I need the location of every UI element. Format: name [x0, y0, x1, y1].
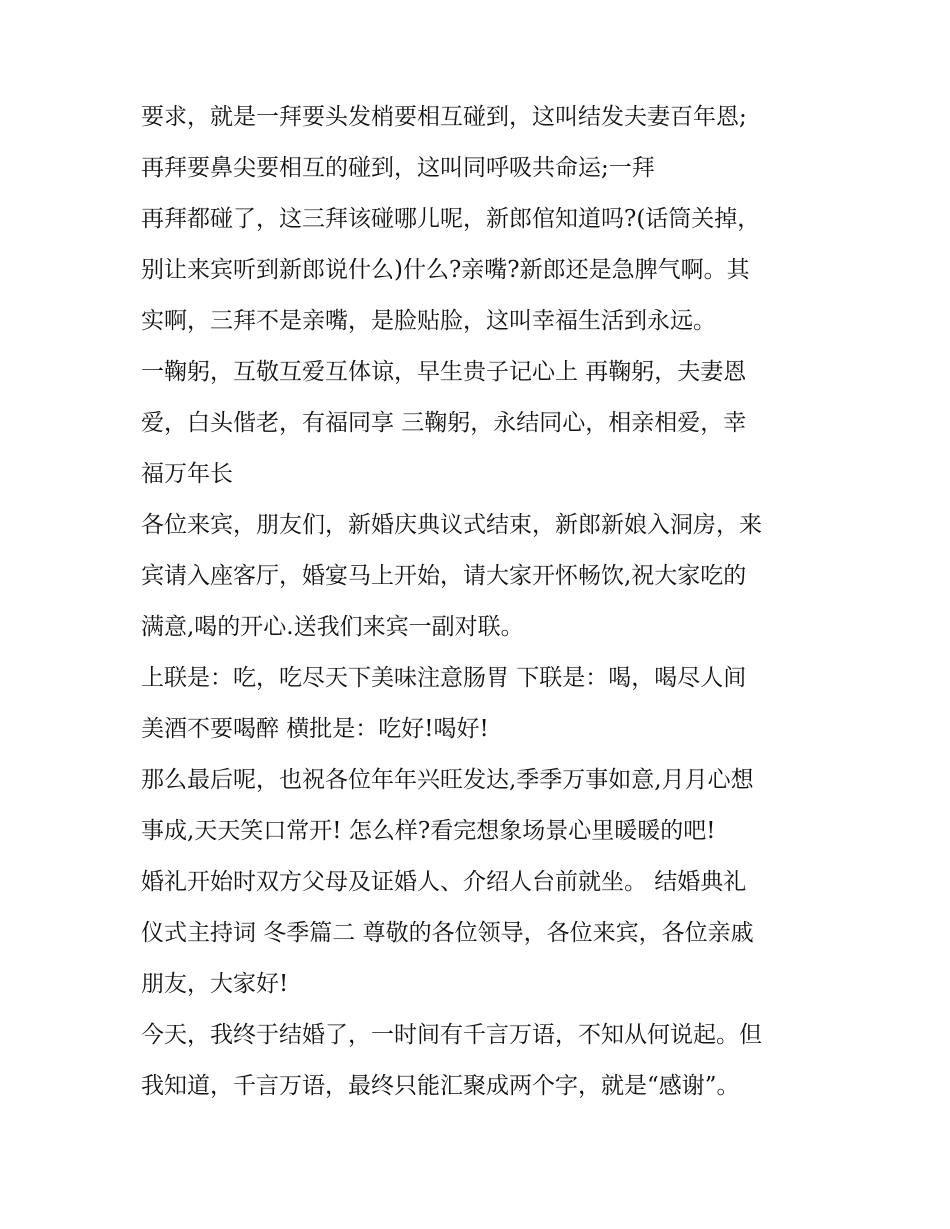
- text-line: 一鞠躬，互敬互爱互体谅，早生贵子记心上 再鞠躬，夫妻恩: [141, 359, 747, 385]
- text-line: 婚礼开始时双方父母及证婚人、介绍人台前就坐。 结婚典礼: [141, 869, 747, 895]
- text-line: 朋友，大家好!: [141, 971, 289, 997]
- document-body: [141, 92, 821, 1112]
- text-line: 上联是：吃，吃尽天下美味注意肠胃 下联是：喝，喝尽人间: [141, 665, 747, 691]
- text-line: 今天，我终于结婚了，一时间有千言万语，不知从何说起。但: [141, 1022, 762, 1048]
- text-line: 仪式主持词 冬季篇二 尊敬的各位领导，各位来宾，各位亲戚: [141, 920, 754, 946]
- text-line: 再拜都碰了，这三拜该碰哪儿呢，新郎倌知道吗?(话筒关掉，: [141, 206, 761, 232]
- text-line: 别让来宾听到新郎说什么)什么?亲嘴?新郎还是急脾气啊。其: [141, 257, 750, 283]
- text-line: 实啊，三拜不是亲嘴，是脸贴脸，这叫幸福生活到永远。: [141, 308, 716, 334]
- text-line: 各位来宾，朋友们，新婚庆典议式结束，新郎新娘入洞房，来: [141, 512, 762, 538]
- text-line: 那么最后呢，也祝各位年年兴旺发达,季季万事如意,月月心想: [141, 767, 754, 793]
- text-line: 要求，就是一拜要头发梢要相互碰到，这叫结发夫妻百年恩;: [141, 104, 747, 130]
- text-line: 宾请入座客厅，婚宴马上开始，请大家开怀畅饮,祝大家吃的: [141, 563, 747, 589]
- text-line: 再拜要鼻尖要相互的碰到，这叫同呼吸共命运;一拜: [141, 155, 655, 181]
- text-line: 事成,天天笑口常开! 怎么样?看完想象场景心里暖暖的吧!: [141, 818, 716, 844]
- text-line: 满意,喝的开心.送我们来宾一副对联。: [141, 614, 524, 640]
- text-line: 我知道，千言万语，最终只能汇聚成两个字，就是“感谢”。: [141, 1073, 740, 1099]
- text-line: 福万年长: [141, 461, 233, 487]
- text-line: 爱，白头偕老，有福同享 三鞠躬，永结同心，相亲相爱，幸: [141, 410, 747, 436]
- text-line: 美酒不要喝醉 横批是：吃好!喝好!: [141, 716, 489, 742]
